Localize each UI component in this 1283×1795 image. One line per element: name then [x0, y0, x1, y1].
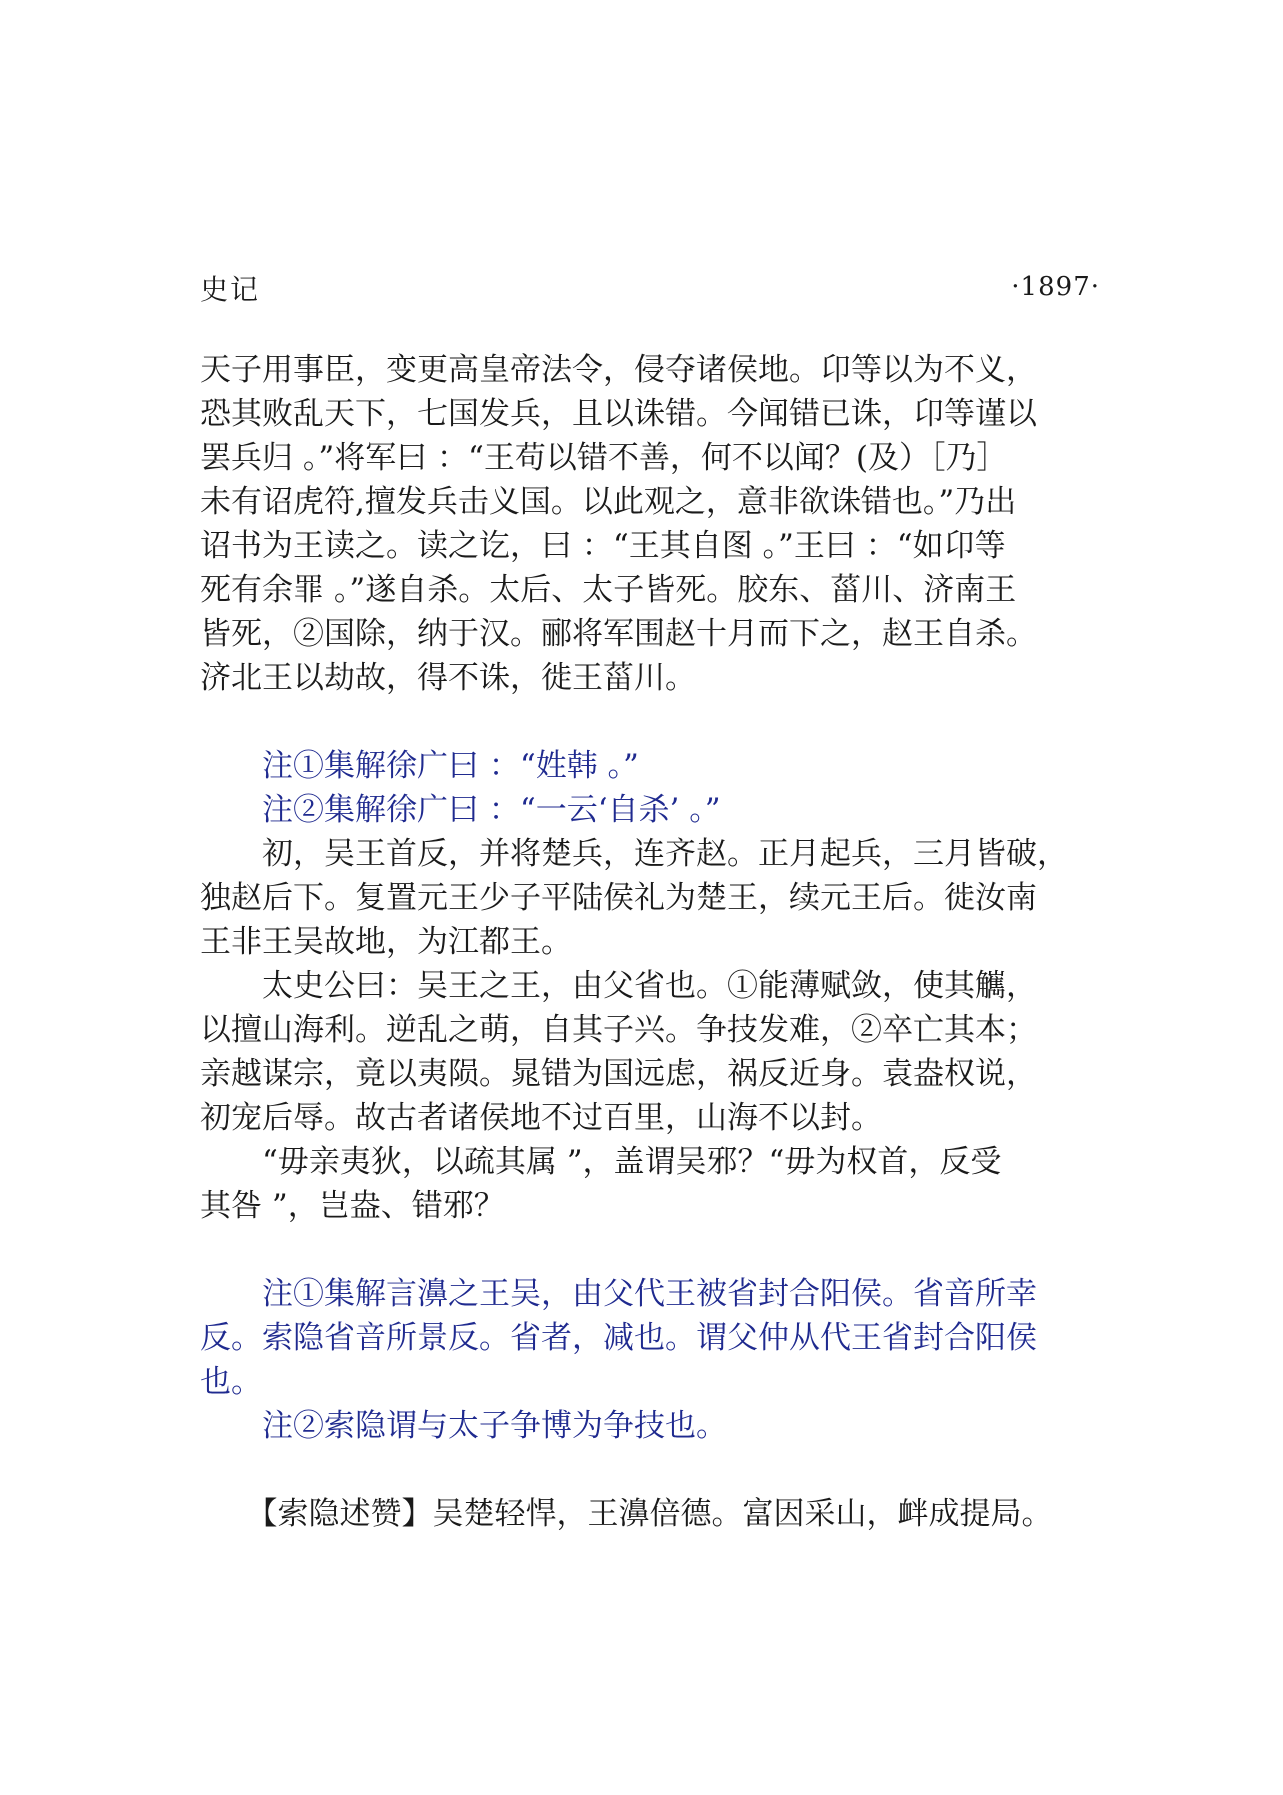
book-title: 史记 [200, 273, 261, 306]
text-line: 天子用事臣，变更高皇帝法令，侵夺诸侯地。卬等以为不义， [200, 352, 1037, 388]
text-line: 王非王吴故地，为江都王。 [200, 924, 572, 960]
page-header [200, 268, 1100, 308]
paragraph-4 [200, 1492, 1120, 1536]
text-line: 恐其败乱天下，七国发兵，且以诛错。今闻错已诛，卬等谨以 [200, 396, 1037, 432]
text-line: 死有余罪 。”遂自杀。太后、太子皆死。胶东、菑川、济南王 [200, 572, 1017, 608]
paragraph-1 [200, 348, 1120, 700]
paragraph-3 [200, 964, 1120, 1228]
text-line: 未有诏虎符,擅发兵击义国。以此观之，意非欲诛错也。”乃出 [200, 484, 1017, 520]
footnotes-2 [200, 1272, 1120, 1448]
footnote-line: 注①集解徐广曰 ：“姓韩 。” [200, 748, 639, 784]
text-line: 【索隐述赞】吴楚轻悍，王濞倍德。富因采山，衅成提局。 [200, 1496, 1053, 1532]
text-line: 诏书为王读之。读之讫，曰 ：“王其自图 。”王曰 ：“如卬等 [200, 528, 1006, 564]
footnote-line: 注②集解徐广曰 ：“一云‘自杀’ 。” [200, 792, 721, 828]
footnote-line: 也。 [200, 1364, 262, 1400]
footnote-line: 注②索隐谓与太子争博为争技也。 [200, 1408, 727, 1444]
text-line: 初，吴王首反，并将楚兵，连齐赵。正月起兵，三月皆破， [200, 836, 1068, 872]
text-line: 亲越谋宗，竟以夷陨。晁错为国远虑，祸反近身。袁盎权说， [200, 1056, 1037, 1092]
text-line: 其咎 ”，岂盎、错邪？ [200, 1188, 505, 1224]
text-line: 独赵后下。复置元王少子平陆侯礼为楚王，续元王后。徙汝南 [200, 880, 1037, 916]
text-line: 济北王以劫故，得不诛，徙王菑川。 [200, 660, 696, 696]
text-line: 以擅山海利。逆乱之萌，自其子兴。争技发难，②卒亡其本； [200, 1012, 1037, 1048]
footnote-line: 注①集解言濞之王吴，由父代王被省封合阳侯。省音所幸 [200, 1276, 1037, 1312]
text-line: “毋亲夷狄，以疏其属 ”，盖谓吴邪？“毋为权首，反受 [200, 1144, 1002, 1180]
text-line: 罢兵归 。”将军曰 ：“王苟以错不善，何不以闻？(及）［乃］ [200, 440, 1008, 476]
footnotes-1 [200, 744, 1120, 832]
page-body [200, 348, 1120, 1536]
footnote-line: 反。索隐省音所景反。省者，减也。谓父仲从代王省封合阳侯 [200, 1320, 1037, 1356]
paragraph-2 [200, 832, 1120, 964]
text-line: 皆死，②国除，纳于汉。郦将军围赵十月而下之，赵王自杀。 [200, 616, 1037, 652]
text-line: 太史公曰：吴王之王，由父省也。①能薄赋敛，使其觽， [200, 968, 1037, 1004]
text-line: 初宠后辱。故古者诸侯地不过百里，山海不以封。 [200, 1100, 882, 1136]
page-number: ·1897· [1011, 272, 1100, 302]
